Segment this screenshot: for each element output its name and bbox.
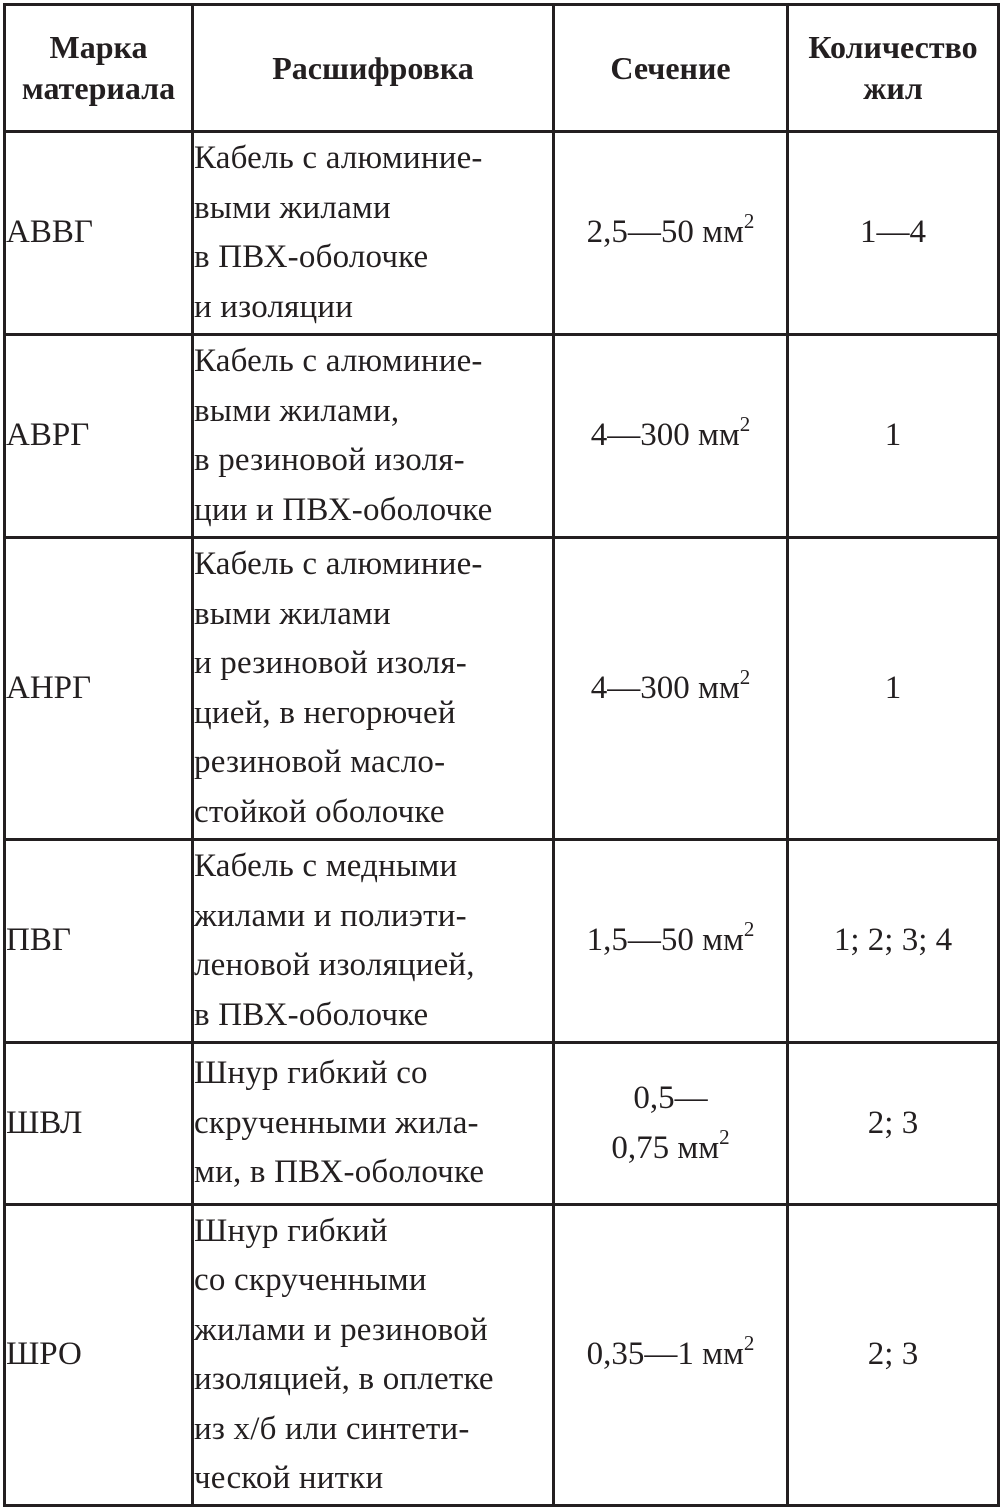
desc-line: в ПВХ-оболочке xyxy=(194,996,429,1033)
header-mark-line: материала xyxy=(21,70,176,106)
unit-superscript: 2 xyxy=(743,1331,755,1356)
desc-line: в резиновой изоля- xyxy=(194,442,465,478)
cell-mark: ШРО xyxy=(5,1205,193,1506)
header-section xyxy=(554,5,788,132)
unit-superscript: 2 xyxy=(739,412,751,437)
section-line xyxy=(555,411,786,461)
unit-superscript: 2 xyxy=(743,209,755,234)
desc-line: Шнур гибкий со xyxy=(194,1055,428,1092)
header-mark-line: Марка xyxy=(49,29,148,65)
desc-line: выми жилами, xyxy=(194,392,400,429)
desc-line: изоляцией, в оплетке xyxy=(194,1361,494,1397)
cell-cores: 2; 3 xyxy=(788,1043,999,1205)
desc-line: выми жилами xyxy=(194,595,391,632)
desc-line: скрученными жила- xyxy=(194,1104,479,1141)
section-value: 4—300 мм xyxy=(590,417,740,454)
unit-superscript: 2 xyxy=(719,1124,730,1149)
cell-cores: 2; 3 xyxy=(788,1205,999,1506)
desc-line: из х/б или синтети- xyxy=(194,1410,470,1447)
desc-line: Шнур гибкий xyxy=(194,1212,388,1249)
section-line: 0,5— xyxy=(633,1080,708,1116)
cell-desc xyxy=(193,1043,554,1205)
desc-line: Кабель с медными xyxy=(194,848,458,884)
cell-desc xyxy=(193,1205,554,1506)
cell-cores: 1; 2; 3; 4 xyxy=(788,840,999,1043)
desc-line: ции и ПВХ-оболочке xyxy=(194,491,493,528)
table-row xyxy=(5,538,999,840)
section-line xyxy=(555,1124,786,1174)
section-line xyxy=(555,1330,786,1380)
table-row xyxy=(5,132,999,335)
table-row xyxy=(5,335,999,538)
unit-superscript: 2 xyxy=(739,664,751,689)
cell-mark: АВРГ xyxy=(5,335,193,538)
desc-line: ческой нитки xyxy=(194,1460,384,1496)
desc-line: выми жилами xyxy=(194,189,391,226)
section-line xyxy=(555,916,786,966)
cell-cores: 1—4 xyxy=(788,132,999,335)
cell-cores: 1 xyxy=(788,538,999,840)
desc-line: жилами и полиэти- xyxy=(194,897,467,934)
desc-line: Кабель с алюминие- xyxy=(194,546,483,582)
table-row xyxy=(5,1205,999,1506)
desc-line: Кабель с алюминие- xyxy=(194,343,483,379)
header-section-line: Сечение xyxy=(610,49,731,86)
desc-line: жилами и резиновой xyxy=(194,1311,488,1348)
desc-line: резиновой масло- xyxy=(194,744,446,780)
section-line xyxy=(555,208,786,258)
cell-mark: ШВЛ xyxy=(5,1043,193,1205)
section-line xyxy=(555,664,786,714)
cell-desc xyxy=(193,335,554,538)
cell-desc xyxy=(193,840,554,1043)
cell-desc xyxy=(193,132,554,335)
desc-line: цией, в негорючей xyxy=(194,694,456,731)
header-cores-line: жил xyxy=(863,70,923,106)
desc-line: леновой изоляцией, xyxy=(194,947,475,983)
desc-line: стойкой оболочке xyxy=(194,793,445,830)
desc-line: со скрученными xyxy=(194,1262,427,1298)
cell-section xyxy=(554,335,788,538)
cell-section xyxy=(554,840,788,1043)
cell-section xyxy=(554,538,788,840)
table-row xyxy=(5,1043,999,1205)
header-row xyxy=(5,5,999,132)
section-value: 1,5—50 мм xyxy=(586,922,744,959)
cell-mark: АНРГ xyxy=(5,538,193,840)
desc-line: ми, в ПВХ-оболочке xyxy=(194,1154,485,1191)
cell-section xyxy=(554,132,788,335)
section-value: 2,5—50 мм xyxy=(586,214,744,251)
cell-mark: ПВГ xyxy=(5,840,193,1043)
header-cores xyxy=(788,5,999,132)
cable-table xyxy=(3,3,1000,1507)
cell-mark: АВВГ xyxy=(5,132,193,335)
desc-line: Кабель с алюминие- xyxy=(194,140,483,176)
unit-superscript: 2 xyxy=(743,917,755,942)
cell-cores: 1 xyxy=(788,335,999,538)
header-desc xyxy=(193,5,554,132)
desc-line: в ПВХ-оболочке xyxy=(194,239,429,275)
cell-section xyxy=(554,1205,788,1506)
section-value: 0,35—1 мм xyxy=(586,1336,744,1373)
header-mark xyxy=(5,5,193,132)
desc-line: и изоляции xyxy=(194,288,354,325)
cell-section xyxy=(554,1043,788,1205)
section-value: 4—300 мм xyxy=(590,669,740,706)
cell-desc xyxy=(193,538,554,840)
table-row xyxy=(5,840,999,1043)
header-desc-line: Расшифровка xyxy=(272,49,474,86)
desc-line: и резиновой изоля- xyxy=(194,645,467,681)
header-cores-line: Количество xyxy=(808,29,978,65)
section-value: 0,75 мм xyxy=(611,1129,720,1166)
